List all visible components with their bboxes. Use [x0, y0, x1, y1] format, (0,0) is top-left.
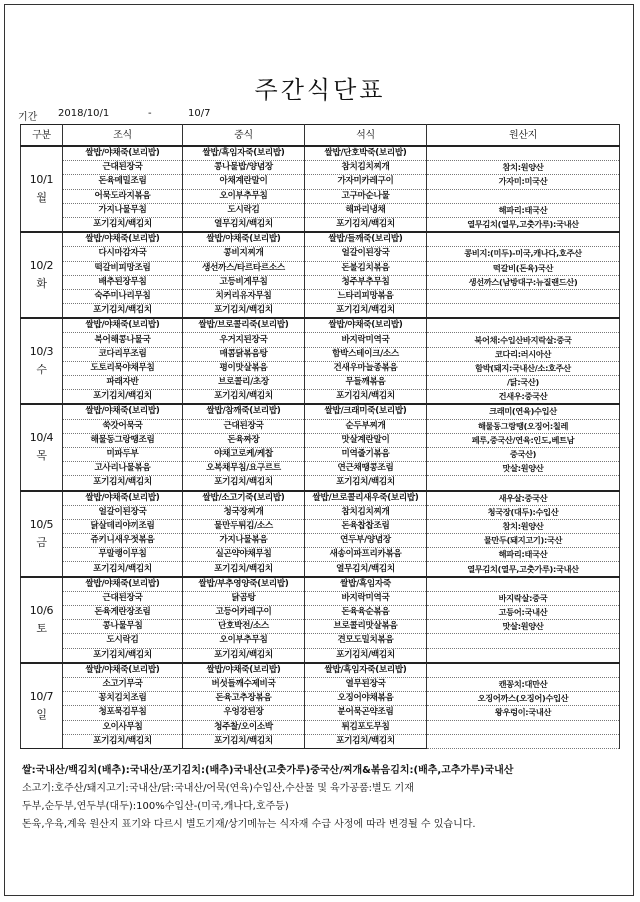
breakfast-item: 쌀밥/야채죽(보리밥)	[63, 232, 183, 247]
weekly-menu-table	[20, 124, 620, 749]
origin-cell	[427, 146, 620, 161]
menu-row	[21, 304, 620, 319]
day-weekday: 월	[36, 191, 47, 205]
menu-row	[21, 447, 620, 461]
menu-row	[21, 663, 620, 678]
menu-row	[21, 376, 620, 390]
lunch-item: 아채계란말이	[183, 175, 305, 189]
lunch-item: 포기김치/백김치	[183, 390, 305, 405]
dinner-item: 쌀밥/흑임자죽	[305, 577, 427, 592]
breakfast-item: 콩나물무침	[63, 620, 183, 634]
menu-row	[21, 361, 620, 375]
day-cell	[21, 491, 63, 577]
lunch-item: 우엉강된장	[183, 706, 305, 720]
day-date: 10/1	[29, 173, 54, 187]
lunch-item: 포기김치/백김치	[183, 734, 305, 748]
dinner-item: 해파리냉채	[305, 203, 427, 217]
breakfast-item: 돈육메밀조림	[63, 175, 183, 189]
breakfast-item: 미파두부	[63, 447, 183, 461]
lunch-item: 쌀밥/소고기죽(보리밥)	[183, 491, 305, 506]
breakfast-item: 쌀밥/야채죽(보리밥)	[63, 577, 183, 592]
origin-cell	[427, 577, 620, 592]
breakfast-item: 소고기무국	[63, 677, 183, 691]
origin-cell: 북어채:수입산바지락살:중국	[427, 333, 620, 347]
menu-row	[21, 462, 620, 476]
day-weekday: 화	[36, 277, 47, 291]
lunch-item: 야채고로케/케찹	[183, 447, 305, 461]
menu-row	[21, 146, 620, 161]
origin-cell	[427, 189, 620, 203]
lunch-item: 포기김치/백김치	[183, 476, 305, 491]
origin-cell: 생선까스(남방대구:뉴질랜드산)	[427, 275, 620, 289]
dinner-item: 바지락미역국	[305, 591, 427, 605]
menu-row	[21, 562, 620, 577]
dinner-item: 브로콜리맛살볶음	[305, 620, 427, 634]
breakfast-item: 포기김치/백김치	[63, 304, 183, 319]
day-cell	[21, 663, 63, 749]
dinner-item: 참치김치찌개	[305, 505, 427, 519]
menu-row	[21, 491, 620, 506]
dinner-item: 고구마순나물	[305, 189, 427, 203]
menu-row	[21, 734, 620, 748]
breakfast-item: 떡갈비피망조림	[63, 261, 183, 275]
lunch-item: 매콤닭볶음탕	[183, 347, 305, 361]
day-date: 10/7	[29, 689, 54, 703]
note-meat-origin: 소고기:호주산/돼지고기:국내산/닭:국내산/어묵(연육)수입산,수산물 및 육가공품:별도 기재	[22, 783, 414, 794]
origin-cell	[427, 663, 620, 678]
menu-row	[21, 203, 620, 217]
lunch-item: 쌀밥/흑임자죽(보리밥)	[183, 146, 305, 161]
dinner-item: 튀김포도무침	[305, 720, 427, 734]
menu-row	[21, 275, 620, 289]
day-cell	[21, 318, 63, 404]
lunch-item: 고등어카레구이	[183, 606, 305, 620]
dinner-item: 미역줄기볶음	[305, 447, 427, 461]
dinner-item: 연근채땡콩조림	[305, 462, 427, 476]
origin-cell: 새우살:중국산	[427, 491, 620, 506]
menu-row	[21, 347, 620, 361]
menu-row	[21, 505, 620, 519]
dinner-item: 건새우마늘종볶음	[305, 361, 427, 375]
day-date: 10/4	[29, 431, 54, 445]
lunch-item: 생선까스/타르타르소스	[183, 261, 305, 275]
day-date: 10/3	[29, 345, 54, 359]
menu-row	[21, 720, 620, 734]
menu-row	[21, 175, 620, 189]
breakfast-item: 북어해콩나물국	[63, 333, 183, 347]
dinner-item: 쌀밥/야채죽(보리밥)	[305, 318, 427, 333]
menu-row	[21, 620, 620, 634]
menu-row	[21, 232, 620, 247]
dinner-item: 쌀밥/흑임자죽(보리밥)	[305, 663, 427, 678]
period-start: 2018/10/1	[58, 108, 110, 119]
origin-cell: 열무김치(열무,고춧가루):국내산	[427, 562, 620, 577]
origin-cell	[427, 289, 620, 303]
dinner-item: 포기김치/백김치	[305, 734, 427, 748]
lunch-item: 오이부추무침	[183, 634, 305, 648]
lunch-item: 쌀밥/참깨죽(보리밥)	[183, 404, 305, 419]
dinner-item: 느타리피망볶음	[305, 289, 427, 303]
lunch-item: 청국장찌개	[183, 505, 305, 519]
day-weekday: 금	[36, 535, 47, 549]
origin-cell: 참치:원양산	[427, 161, 620, 175]
origin-cell: /닭:국산)	[427, 376, 620, 390]
lunch-item: 가지나물볶음	[183, 534, 305, 548]
menu-row	[21, 289, 620, 303]
menu-row	[21, 247, 620, 261]
lunch-item: 근대된장국	[183, 419, 305, 433]
origin-cell: 해파리:태국산	[427, 203, 620, 217]
menu-row	[21, 692, 620, 706]
menu-row	[21, 333, 620, 347]
day-date: 10/6	[29, 603, 54, 617]
dinner-item: 포기김치/백김치	[305, 476, 427, 491]
dinner-item: 돈육찹찹조림	[305, 519, 427, 533]
dinner-item: 순두부찌개	[305, 419, 427, 433]
menu-row	[21, 189, 620, 203]
dinner-item: 연두부/양념장	[305, 534, 427, 548]
period-end: 10/7	[188, 108, 211, 119]
day-cell	[21, 404, 63, 490]
breakfast-item: 숙주미나리무침	[63, 289, 183, 303]
menu-row	[21, 606, 620, 620]
dinner-item: 열무된장국	[305, 677, 427, 691]
column-header: 조식	[63, 125, 183, 147]
origin-cell: 크래미(연육)수입산	[427, 404, 620, 419]
dinner-item: 돈육육순볶음	[305, 606, 427, 620]
breakfast-item: 코다리무조림	[63, 347, 183, 361]
menu-row	[21, 577, 620, 592]
menu-row	[21, 318, 620, 333]
breakfast-item: 오이사무침	[63, 720, 183, 734]
day-cell	[21, 146, 63, 232]
day-weekday: 수	[36, 363, 47, 377]
breakfast-item: 쥬키니새우젓볶음	[63, 534, 183, 548]
day-cell	[21, 577, 63, 663]
dinner-item: 청주부추무침	[305, 275, 427, 289]
lunch-item: 열무김치/백김치	[183, 217, 305, 232]
menu-row	[21, 161, 620, 175]
origin-cell: 중국산)	[427, 447, 620, 461]
breakfast-item: 포기김치/백김치	[63, 476, 183, 491]
origin-cell	[427, 648, 620, 663]
menu-row	[21, 591, 620, 605]
notes	[22, 762, 622, 834]
breakfast-item: 포기김치/백김치	[63, 648, 183, 663]
origin-cell: 청국장(대두):수입산	[427, 505, 620, 519]
origin-cell: 물만두(돼지고기):국산	[427, 534, 620, 548]
origin-cell: 해물동그랑땡(오징어:칠레	[427, 419, 620, 433]
breakfast-item: 어묵도라지볶음	[63, 189, 183, 203]
note-disclaimer: 돈육,우육,계육 원산지 표기와 다르시 별도기재/상기메뉴는 식자재 수급 사정에 따라 변경될 수 있습니다.	[22, 819, 476, 830]
breakfast-item: 포기김치/백김치	[63, 734, 183, 748]
dinner-item: 무들깨볶음	[305, 376, 427, 390]
origin-cell	[427, 734, 620, 748]
origin-cell: 콩비지:(미두)-미국,캐나다,호주산	[427, 247, 620, 261]
breakfast-item: 포기김치/백김치	[63, 217, 183, 232]
column-header: 구분	[21, 125, 63, 147]
breakfast-item: 쌀밥/야채죽(보리밥)	[63, 404, 183, 419]
menu-row	[21, 706, 620, 720]
breakfast-item: 근대된장국	[63, 591, 183, 605]
origin-cell	[427, 304, 620, 319]
column-header: 석식	[305, 125, 427, 147]
menu-row	[21, 648, 620, 663]
menu-row	[21, 390, 620, 405]
dinner-item: 함박스테이크/소스	[305, 347, 427, 361]
breakfast-item: 얼갈이된장국	[63, 505, 183, 519]
origin-cell: 참치:원양산	[427, 519, 620, 533]
lunch-item: 포기김치/백김치	[183, 562, 305, 577]
menu-row	[21, 419, 620, 433]
dinner-item: 포기김치/백김치	[305, 217, 427, 232]
lunch-item: 돈육고추장볶음	[183, 692, 305, 706]
breakfast-item: 포기김치/백김치	[63, 390, 183, 405]
dinner-item: 포기김치/백김치	[305, 390, 427, 405]
day-weekday: 일	[36, 707, 47, 721]
day-cell	[21, 232, 63, 318]
breakfast-item: 해물동그랑땡조림	[63, 433, 183, 447]
table-header-row	[21, 125, 620, 147]
breakfast-item: 파래자반	[63, 376, 183, 390]
breakfast-item: 쌀밥/야채죽(보리밥)	[63, 318, 183, 333]
day-date: 10/2	[29, 259, 54, 273]
dinner-item: 쌀밥/들깨죽(보리밥)	[305, 232, 427, 247]
breakfast-item: 무말랭이무침	[63, 548, 183, 562]
origin-cell: 열무김치(열무,고춧가루):국내산	[427, 217, 620, 232]
origin-cell: 함박(돼지:국내산/소:호주산	[427, 361, 620, 375]
breakfast-item: 쑥갓어묵국	[63, 419, 183, 433]
menu-row	[21, 548, 620, 562]
lunch-item: 단호박전/소스	[183, 620, 305, 634]
dinner-item: 바지락미역국	[305, 333, 427, 347]
lunch-item: 콩비지찌개	[183, 247, 305, 261]
breakfast-item: 쌀밥/야채죽(보리밥)	[63, 663, 183, 678]
breakfast-item: 꽁치김치조림	[63, 692, 183, 706]
dinner-item: 오징어야채볶음	[305, 692, 427, 706]
menu-row	[21, 534, 620, 548]
dinner-item: 새송이파프리카볶음	[305, 548, 427, 562]
origin-cell	[427, 476, 620, 491]
lunch-item: 포기김치/백김치	[183, 648, 305, 663]
period-dash: -	[148, 108, 152, 119]
menu-row	[21, 677, 620, 691]
lunch-item: 오이부추무침	[183, 189, 305, 203]
lunch-item: 쌀밥/부추영양죽(보리밥)	[183, 577, 305, 592]
lunch-item: 치커리유자무침	[183, 289, 305, 303]
lunch-item: 닭곰탕	[183, 591, 305, 605]
dinner-item: 쌀밥/단호박죽(보리밥)	[305, 146, 427, 161]
breakfast-item: 쌀밥/야채죽(보리밥)	[63, 491, 183, 506]
page-title: 주간식단표	[254, 76, 386, 104]
dinner-item: 돈불김치볶음	[305, 261, 427, 275]
breakfast-item: 근대된장국	[63, 161, 183, 175]
dinner-item: 포기김치/백김치	[305, 648, 427, 663]
column-header: 중식	[183, 125, 305, 147]
note-tofu-origin: 두부,순두부,연두부(대두):100%수입산-(미국,캐나다,호주등)	[22, 801, 289, 812]
origin-cell: 맛살:원양산	[427, 462, 620, 476]
origin-cell: 페루,중국산/연육:인도,베트남	[427, 433, 620, 447]
breakfast-item: 가지나물무침	[63, 203, 183, 217]
origin-cell	[427, 318, 620, 333]
menu-row	[21, 476, 620, 491]
period-label: 기간	[18, 112, 38, 123]
origin-cell	[427, 232, 620, 247]
breakfast-item: 돈육게란장조림	[63, 606, 183, 620]
lunch-item: 쌀밥/야채죽(보리밥)	[183, 232, 305, 247]
origin-cell: 맛살:원양산	[427, 620, 620, 634]
period-row	[18, 108, 618, 122]
menu-row	[21, 433, 620, 447]
breakfast-item: 도시락김	[63, 634, 183, 648]
lunch-item: 청주찰/오이소박	[183, 720, 305, 734]
origin-cell	[427, 634, 620, 648]
lunch-item: 물만두튀김/소스	[183, 519, 305, 533]
column-header: 원산지	[427, 125, 620, 147]
dinner-item: 견모도밀치볶음	[305, 634, 427, 648]
origin-cell: 떡갈비(돈육)국산	[427, 261, 620, 275]
breakfast-item: 쌀밥/야채죽(보리밥)	[63, 146, 183, 161]
lunch-item: 돈육짜장	[183, 433, 305, 447]
dinner-item: 맛살계란말이	[305, 433, 427, 447]
menu-row	[21, 261, 620, 275]
breakfast-item: 배추된장무침	[63, 275, 183, 289]
origin-cell: 해파리:태국산	[427, 548, 620, 562]
menu-row	[21, 404, 620, 419]
menu-row	[21, 519, 620, 533]
lunch-item: 쌀밥/야채죽(보리밥)	[183, 663, 305, 678]
lunch-item: 오복채무침/요구르트	[183, 462, 305, 476]
dinner-item: 얼갈이된장국	[305, 247, 427, 261]
lunch-item: 콩나물밥/양념장	[183, 161, 305, 175]
origin-cell: 오징어까스(오징어)수입산	[427, 692, 620, 706]
origin-cell	[427, 720, 620, 734]
breakfast-item: 다시마감자국	[63, 247, 183, 261]
day-weekday: 목	[36, 449, 47, 463]
lunch-item: 우거지된장국	[183, 333, 305, 347]
origin-cell: 건새우:중국산	[427, 390, 620, 405]
lunch-item: 실곤약야채무침	[183, 548, 305, 562]
origin-cell: 가자미:미국산	[427, 175, 620, 189]
lunch-item: 버섯들깨수제비국	[183, 677, 305, 691]
breakfast-item: 도토리묵야채무침	[63, 361, 183, 375]
day-weekday: 토	[36, 621, 47, 635]
lunch-item: 브로콜리/초장	[183, 376, 305, 390]
origin-cell: 바지락살:중국	[427, 591, 620, 605]
breakfast-item: 청포묵김무침	[63, 706, 183, 720]
breakfast-item: 포기김치/백김치	[63, 562, 183, 577]
dinner-item: 분어묵곤약조림	[305, 706, 427, 720]
day-date: 10/5	[29, 517, 54, 531]
origin-cell: 왕우렁이:국내산	[427, 706, 620, 720]
menu-row	[21, 634, 620, 648]
breakfast-item: 닭살데리야끼조림	[63, 519, 183, 533]
lunch-item: 고등비게무침	[183, 275, 305, 289]
origin-cell: 캔꽁치:대만산	[427, 677, 620, 691]
note-rice-kimchi: 쌀:국내산/백김치(배추):국내산/포기김치:(배추)국내산(고춧가루)중국산/찌개&볶음김치:(배추,고추가루)국내산	[22, 765, 514, 776]
lunch-item: 평이맛살볶음	[183, 361, 305, 375]
dinner-item: 가자미카레구이	[305, 175, 427, 189]
dinner-item: 포기김치/백김치	[305, 304, 427, 319]
origin-cell: 고등어:국내산	[427, 606, 620, 620]
lunch-item: 포기김치/백김치	[183, 304, 305, 319]
lunch-item: 도시락김	[183, 203, 305, 217]
dinner-item: 쌀밥/브로콜리새우죽(보리밥)	[305, 491, 427, 506]
origin-cell: 코다리:러시아산	[427, 347, 620, 361]
menu-row	[21, 217, 620, 232]
lunch-item: 쌀밥/브로콜리죽(보리밥)	[183, 318, 305, 333]
dinner-item: 참치김치찌개	[305, 161, 427, 175]
dinner-item: 쌀밥/크래미죽(보리밥)	[305, 404, 427, 419]
breakfast-item: 고사리나물볶음	[63, 462, 183, 476]
dinner-item: 열무김치/백김치	[305, 562, 427, 577]
